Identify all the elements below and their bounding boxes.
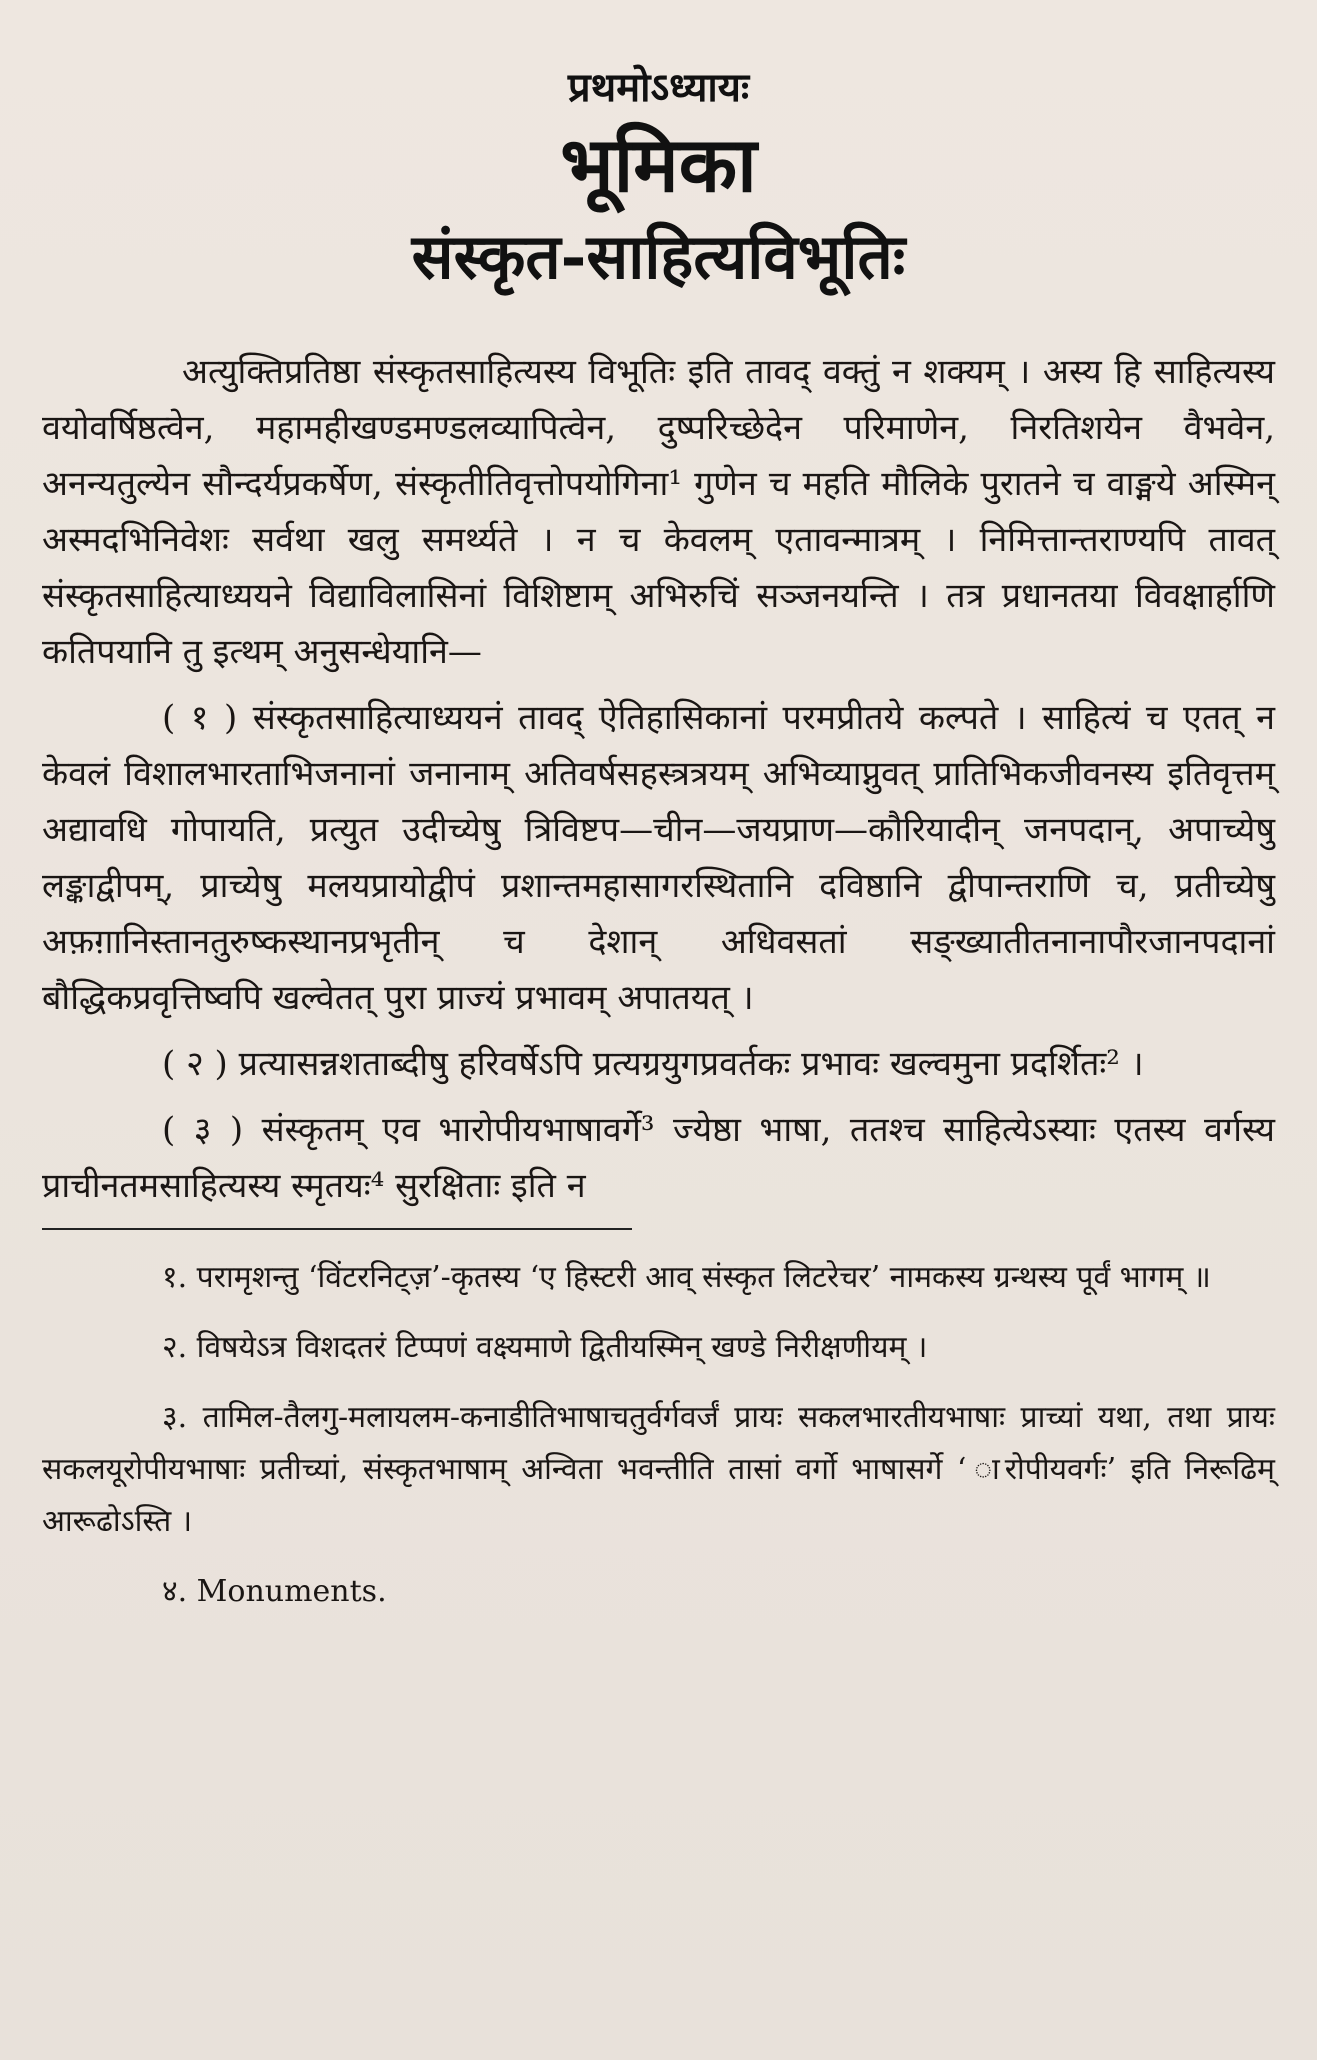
body-text — [42, 344, 1275, 1214]
page-subtitle: संस्कृत-साहित्यविभूतिः — [411, 219, 906, 293]
footnote-4: ४. Monuments. — [162, 1573, 387, 1609]
footnote-2: २. विषयेऽत्र विशदतरं टिप्पणं वक्ष्यमाणे द्वितीयस्मिन् खण्डे निरीक्षणीयम् । — [162, 1329, 928, 1365]
paragraph-point-1: ( १ ) संस्कृतसाहित्याध्ययनं तावद् ऐतिहासिकानां परमप्रीतये कल्पते । साहित्यं च एतत् न केवलं विशालभारताभिजनानां जनानाम् अतिवर्षसहस्त्रत्रयम् अभिव्याप्नुवत् प्रातिभिकजीवनस्य इतिवृत्तम् अद्यावधि गोपायति, प्रत्युत उदीच्येषु त्रिविष्टप—चीन—जयप्राण—कौरियादीन् जनपदान्, अपाच्येषु लङ्काद्वीपम्, प्राच्येषु मलयप्रायोद्वीपं प्रशान्तमहासागरस्थितानि दविष्ठानि द्वीपान्तराणि च, प्रतीच्येषु अफ़ग़ानिस्तानतुरुष्कस्थानप्रभृतीन् च देशान् अधिवसतां सङ्ख्यातीतनानापौरजानपदानां बौद्धिकप्रवृत्तिष्वपि खल्वेतत् पुरा प्राज्यं प्रभावम् अपातयत् । — [42, 697, 1275, 1018]
chapter-heading: प्रथमोऽध्यायः — [567, 64, 750, 111]
footnotes — [42, 1252, 1275, 1618]
footnote-3: ३. तामिल-तैलगु-मलायलम-कनाडीतिभाषाचतुर्वर्गवर्जं प्रायः सकलभारतीयभाषाः प्राच्यां यथा, तथा प्रायः सकलयूरोपीयभाषाः प्रतीच्यां, संस्कृतभाषाम् अन्विता भवन्तीति तासां वर्गो भाषासर्गे ‘ ारोपीयवर्गः’ इति निरूढिम् आरूढोऽस्ति । — [42, 1399, 1275, 1539]
paragraph-intro: अत्युक्तिप्रतिष्ठा संस्कृतसाहित्यस्य विभूतिः इति तावद् वक्तुं न शक्यम् । अस्य हि साहित्यस्य वयोवर्षिष्ठत्वेन, महामहीखण्डमण्डलव्यापित्वेन, दुष्परिच्छेदेन परिमाणेन, निरतिशयेन वैभवेन, अनन्यतुल्येन सौन्दर्यप्रकर्षेण, संस्कृतीतिवृत्तोपयोगिना¹ गुणेन च महति मौलिके पुरातने च वाङ्मये अस्मिन् अस्मदभिनिवेशः सर्वथा खलु समर्थ्यते । न च केवलम् एतावन्मात्रम् । निमित्तान्तराण्यपि तावत् संस्कृतसाहित्याध्ययने विद्याविलासिनां विशिष्टाम् अभिरुचिं सञ्जनयन्ति । तत्र प्रधानतया विवक्षार्हाणि कतिपयानि तु इत्थम् अनुसन्धेयानि— — [42, 351, 1275, 672]
page-title: भूमिका — [560, 120, 757, 209]
footnote-1: १. परामृशन्तु ‘विंटरनिट्ज़’-कृतस्य ‘ए हिस्टरी आव् संस्कृत लिटरेचर’ नामकस्य ग्रन्थस्य पूर्वं भागम् ॥ — [162, 1259, 1211, 1295]
footnote-divider — [42, 1228, 632, 1230]
paragraph-point-3: ( ३ ) संस्कृतम् एव भारोपीयभाषावर्गे³ ज्येष्ठा भाषा, ततश्च साहित्येऽस्याः एतस्य वर्गस्य प्राचीनतमसाहित्यस्य स्मृतयः⁴ सुरक्षिताः इति न — [42, 1109, 1275, 1206]
paragraph-point-2: ( २ ) प्रत्यासन्नशताब्दीषु हरिवर्षेऽपि प्रत्यग्रयुगप्रवर्तकः प्रभावः खल्वमुना प्रदर्शितः² । — [162, 1043, 1144, 1084]
